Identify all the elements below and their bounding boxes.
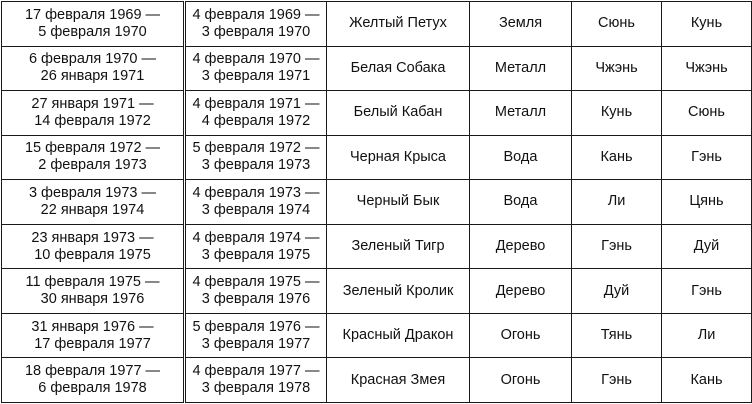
lunar-year-cell bbox=[2, 2, 185, 47]
trigram-2-cell bbox=[662, 2, 752, 47]
animal-cell bbox=[327, 135, 470, 180]
animal-cell bbox=[327, 313, 470, 358]
solar-end-date: 3 февраля 1974 bbox=[201, 201, 311, 218]
trigram-2-cell bbox=[662, 224, 752, 269]
trigram-1-cell bbox=[572, 313, 662, 358]
trigram-1-cell bbox=[572, 2, 662, 47]
trigram-1-name: Чжэнь bbox=[595, 59, 638, 76]
element-cell bbox=[470, 2, 572, 47]
table-row bbox=[2, 135, 752, 180]
solar-end-date: 3 февраля 1970 bbox=[201, 23, 311, 40]
solar-year-cell bbox=[185, 224, 327, 269]
lunar-year-cell bbox=[2, 180, 185, 225]
trigram-2-name: Гэнь bbox=[691, 282, 722, 299]
trigram-2-name: Кунь bbox=[690, 15, 723, 32]
trigram-1-cell bbox=[572, 358, 662, 403]
lunar-year-cell bbox=[2, 135, 185, 180]
element-cell bbox=[470, 224, 572, 269]
trigram-1-name: Сюнь bbox=[598, 15, 635, 32]
element-cell bbox=[470, 269, 572, 314]
trigram-2-name: Дуй bbox=[693, 238, 720, 254]
lunar-start-date: 17 февраля 1969 — bbox=[24, 6, 161, 23]
element-cell bbox=[470, 91, 572, 136]
trigram-1-name: Тянь bbox=[600, 327, 633, 344]
table-row bbox=[2, 313, 752, 358]
trigram-1-cell bbox=[572, 224, 662, 269]
solar-end-date: 4 февраля 1972 bbox=[201, 112, 311, 129]
trigram-1-name: Дуй bbox=[603, 282, 630, 299]
element-name: Дерево bbox=[495, 238, 546, 254]
solar-start-date: 4 февраля 1969 — bbox=[192, 6, 320, 23]
element-cell bbox=[470, 180, 572, 225]
lunar-year-cell bbox=[2, 269, 185, 314]
trigram-2-name: Ли bbox=[697, 327, 716, 344]
lunar-start-date: 18 февраля 1977 — bbox=[24, 363, 161, 380]
solar-year-cell bbox=[185, 269, 327, 314]
solar-start-date: 5 февраля 1972 — bbox=[192, 140, 320, 157]
trigram-1-cell bbox=[572, 269, 662, 314]
lunar-year-cell bbox=[2, 46, 185, 91]
solar-end-date: 3 февраля 1971 bbox=[201, 68, 311, 85]
trigram-2-name: Чжэнь bbox=[685, 59, 728, 76]
lunar-end-date: 22 января 1974 bbox=[40, 201, 145, 218]
trigram-1-name: Кунь bbox=[600, 104, 633, 121]
trigram-1-name: Гэнь bbox=[601, 371, 632, 388]
lunar-end-date: 2 февраля 1973 bbox=[38, 157, 147, 174]
trigram-2-cell bbox=[662, 46, 752, 91]
lunar-start-date: 6 февраля 1970 — bbox=[28, 51, 157, 68]
element-name: Земля bbox=[498, 15, 543, 32]
lunar-start-date: 11 февраля 1975 — bbox=[25, 274, 160, 291]
table-row bbox=[2, 269, 752, 314]
trigram-1-cell bbox=[572, 180, 662, 225]
element-name: Дерево bbox=[495, 282, 546, 299]
solar-end-date: 3 февраля 1977 bbox=[201, 335, 311, 352]
solar-end-date: 3 февраля 1973 bbox=[201, 157, 311, 174]
table-body bbox=[2, 2, 752, 403]
lunar-start-date: 3 февраля 1973 — bbox=[28, 184, 157, 201]
element-name: Металл bbox=[494, 59, 547, 76]
lunar-end-date: 10 февраля 1975 bbox=[34, 246, 151, 263]
solar-year-cell bbox=[185, 91, 327, 136]
table-row bbox=[2, 2, 752, 47]
solar-year-cell bbox=[185, 135, 327, 180]
lunar-end-date: 30 января 1976 bbox=[40, 291, 145, 308]
trigram-1-cell bbox=[572, 135, 662, 180]
solar-start-date: 5 февраля 1976 — bbox=[192, 318, 320, 335]
trigram-1-cell bbox=[572, 91, 662, 136]
solar-start-date: 4 февраля 1973 — bbox=[192, 184, 320, 201]
solar-year-cell bbox=[185, 46, 327, 91]
element-cell bbox=[470, 313, 572, 358]
animal-name: Желтый Петух bbox=[349, 15, 447, 32]
solar-year-cell bbox=[185, 358, 327, 403]
solar-end-date: 3 февраля 1976 bbox=[201, 291, 311, 308]
lunar-end-date: 5 февраля 1970 bbox=[38, 23, 147, 40]
trigram-2-cell bbox=[662, 313, 752, 358]
trigram-1-name: Гэнь bbox=[601, 238, 632, 254]
solar-year-cell bbox=[185, 2, 327, 47]
element-cell bbox=[470, 46, 572, 91]
trigram-2-name: Гэнь bbox=[691, 148, 722, 165]
solar-start-date: 4 февраля 1971 — bbox=[192, 95, 320, 112]
solar-year-cell bbox=[185, 180, 327, 225]
trigram-1-cell bbox=[572, 46, 662, 91]
table-row bbox=[2, 46, 752, 91]
lunar-year-cell bbox=[2, 313, 185, 358]
animal-name: Красный Дракон bbox=[342, 327, 454, 344]
animal-name: Зеленый Тигр bbox=[351, 238, 445, 254]
animal-name: Красная Змея bbox=[350, 371, 446, 388]
lunar-start-date: 15 февраля 1972 — bbox=[24, 140, 161, 157]
animal-name: Белый Кабан bbox=[353, 104, 443, 121]
lunar-year-cell bbox=[2, 91, 185, 136]
lunar-end-date: 17 февраля 1977 bbox=[34, 335, 151, 352]
animal-name: Зеленый Кролик bbox=[342, 282, 454, 299]
solar-end-date: 3 февраля 1978 bbox=[201, 380, 311, 397]
animal-cell bbox=[327, 358, 470, 403]
trigram-2-cell bbox=[662, 180, 752, 225]
element-name: Вода bbox=[503, 148, 538, 165]
trigram-1-name: Кань bbox=[600, 148, 633, 165]
animal-name: Черный Бык bbox=[356, 193, 440, 210]
lunar-year-cell bbox=[2, 358, 185, 403]
animal-cell bbox=[327, 180, 470, 225]
table-row bbox=[2, 224, 752, 269]
lunar-start-date: 27 января 1971 — bbox=[31, 95, 154, 112]
solar-year-cell bbox=[185, 313, 327, 358]
trigram-2-name: Цянь bbox=[689, 193, 724, 210]
element-name: Огонь bbox=[500, 371, 541, 388]
element-cell bbox=[470, 135, 572, 180]
lunar-end-date: 6 февраля 1978 bbox=[38, 380, 147, 397]
table-row bbox=[2, 91, 752, 136]
table-row bbox=[2, 358, 752, 403]
solar-start-date: 4 февраля 1974 — bbox=[192, 229, 320, 246]
lunar-end-date: 14 февраля 1972 bbox=[34, 112, 151, 129]
lunar-year-cell bbox=[2, 224, 185, 269]
animal-cell bbox=[327, 46, 470, 91]
trigram-2-cell bbox=[662, 358, 752, 403]
element-name: Металл bbox=[494, 104, 547, 121]
trigram-2-name: Сюнь bbox=[688, 104, 725, 121]
element-cell bbox=[470, 358, 572, 403]
animal-cell bbox=[327, 2, 470, 47]
trigram-2-cell bbox=[662, 135, 752, 180]
animal-cell bbox=[327, 91, 470, 136]
element-name: Вода bbox=[503, 193, 538, 210]
solar-start-date: 4 февраля 1977 — bbox=[192, 363, 320, 380]
solar-start-date: 4 февраля 1975 — bbox=[192, 274, 320, 291]
animal-cell bbox=[327, 269, 470, 314]
element-name: Огонь bbox=[500, 327, 541, 344]
animal-name: Белая Собака bbox=[350, 59, 446, 76]
lunar-start-date: 31 января 1976 — bbox=[31, 318, 154, 335]
animal-cell bbox=[327, 224, 470, 269]
lunar-end-date: 26 января 1971 bbox=[40, 68, 145, 85]
trigram-2-cell bbox=[662, 269, 752, 314]
solar-start-date: 4 февраля 1970 — bbox=[192, 51, 320, 68]
table-row bbox=[2, 180, 752, 225]
trigram-1-name: Ли bbox=[607, 193, 626, 210]
zodiac-years-table bbox=[1, 1, 752, 403]
animal-name: Черная Крыса bbox=[350, 148, 446, 165]
solar-end-date: 3 февраля 1975 bbox=[201, 246, 311, 263]
lunar-start-date: 23 января 1973 — bbox=[31, 229, 154, 246]
trigram-2-name: Кань bbox=[690, 371, 723, 388]
trigram-2-cell bbox=[662, 91, 752, 136]
